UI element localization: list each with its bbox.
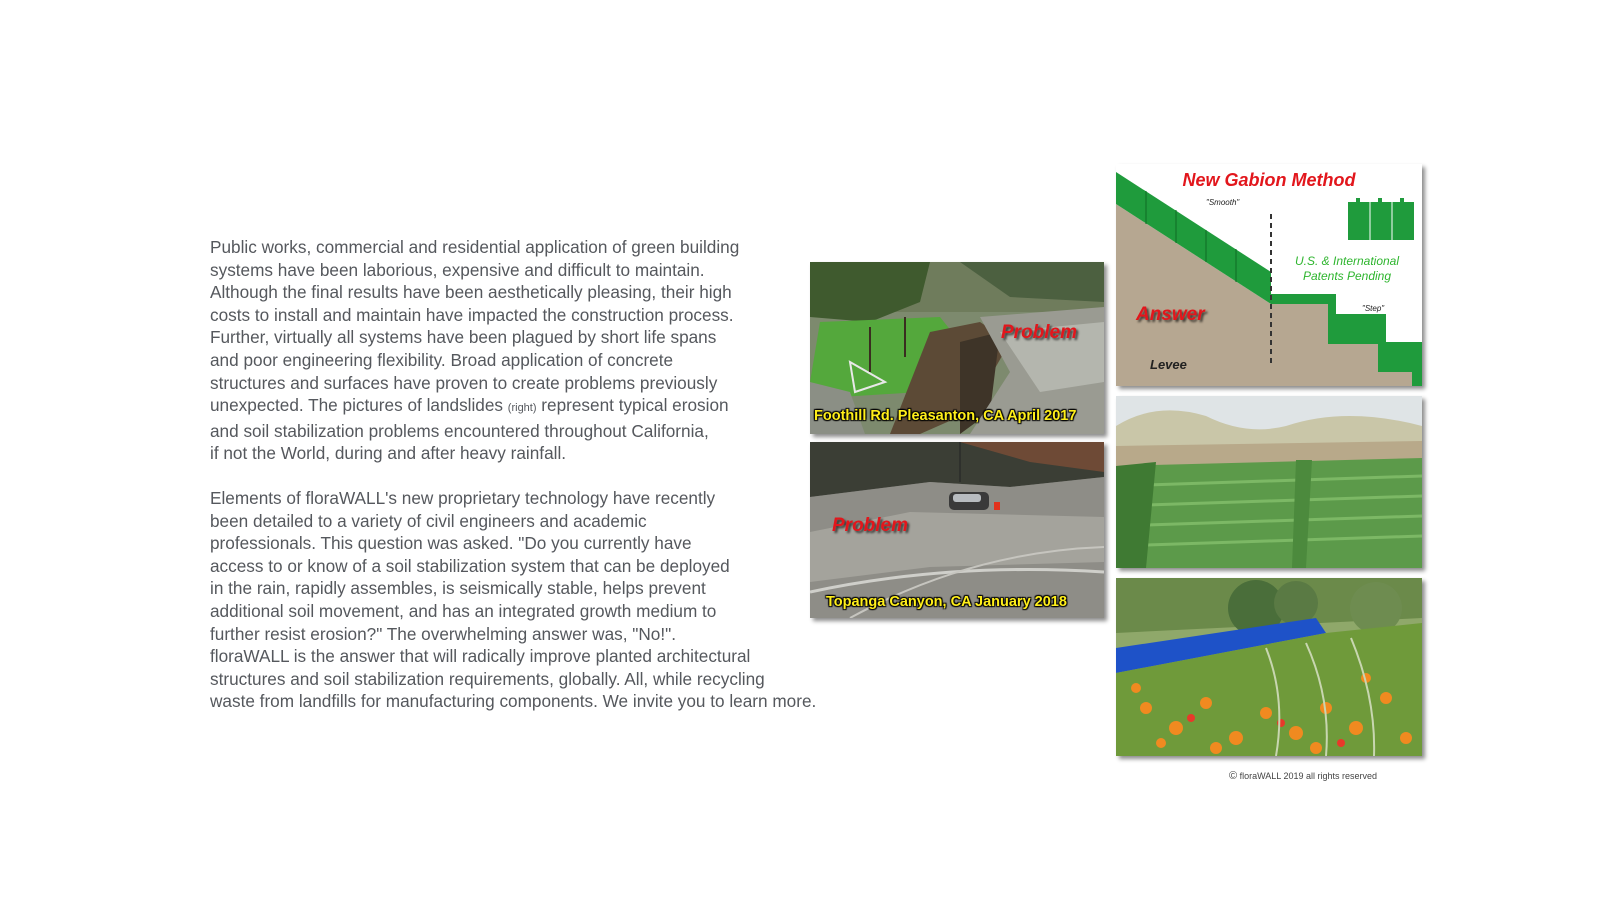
text-line: costs to install and maintain have impacted the construction process. [210, 304, 734, 325]
text-line: if not the World, during and after heavy rainfall. [210, 443, 567, 464]
text-line: Public works, commercial and residential application of green building [210, 237, 740, 257]
text-line: waste from landfills for manufacturing components. We invite you to learn more. [210, 691, 817, 712]
text-line: Although the final results have been aesthetically pleasing, their high [210, 282, 732, 303]
wildflower-terrace-photo [1116, 578, 1422, 756]
text-line: Elements of floraWALL's new proprietary technology have recently [210, 487, 716, 508]
levee-label: Levee [1150, 357, 1187, 372]
text-line: professionals. This question was asked. "Do you currently have [210, 533, 692, 554]
text-line: further resist erosion?" The overwhelming answer was, "No!". [210, 623, 677, 644]
body-copy [210, 236, 890, 713]
text-line: structures and soil stabilization requirements, globally. All, while recycling [210, 668, 765, 689]
text-fragment: represent typical erosion [536, 395, 729, 416]
text-line: floraWALL is the answer that will radically improve planted architectural [210, 646, 751, 667]
text-line: additional soil movement, and has an integrated growth medium to [210, 600, 717, 621]
landslide-photo-topanga [810, 442, 1104, 618]
text-line: Further, virtually all systems have been plagued by short life spans [210, 327, 717, 348]
problem-label: Problem [1001, 322, 1078, 343]
text-line: access to or know of a soil stabilization system that can be deployed [210, 555, 730, 576]
text-line: structures and surfaces have proven to create problems previously [210, 372, 718, 393]
patent-line: U.S. & International [1294, 254, 1400, 268]
text-line: and soil stabilization problems encountered throughout California, [210, 420, 709, 441]
answer-label: Answer [1136, 304, 1205, 325]
right-note: (right) [507, 402, 537, 415]
paragraph-1 [210, 236, 890, 465]
patent-notice [1282, 254, 1412, 284]
paragraph-gap [210, 465, 890, 487]
copyright-symbol: © [1229, 770, 1238, 782]
step-label: "Step" [1362, 304, 1385, 313]
diagram-title: New Gabion Method [1182, 170, 1356, 190]
copyright-notice [1229, 770, 1377, 782]
terrace-photo-illustration [1116, 396, 1422, 568]
copyright-text: floraWALL 2019 all rights reserved [1237, 771, 1378, 781]
gabion-method-diagram [1116, 164, 1422, 386]
text-line: in the rain, rapidly assembles, is seismically stable, helps prevent [210, 578, 706, 599]
text-line: and poor engineering flexibility. Broad application of concrete [210, 349, 674, 370]
paragraph-2 [210, 487, 890, 713]
smooth-label: "Smooth" [1206, 198, 1240, 207]
landslide-photo-pleasanton [810, 262, 1104, 434]
text-line: been detailed to a variety of civil engineers and academic [210, 510, 647, 531]
problem-label: Problem [832, 515, 909, 536]
photo-caption: Foothill Rd. Pleasanton, CA April 2017 [814, 408, 1077, 424]
text-line: systems have been laborious, expensive and difficult to maintain. [210, 259, 705, 280]
wildflower-photo-illustration [1116, 578, 1422, 756]
text-line [210, 394, 890, 420]
patent-line: Patents Pending [1302, 269, 1392, 283]
text-fragment: unexpected. The pictures of landslides [210, 395, 508, 416]
photo-caption: Topanga Canyon, CA January 2018 [826, 594, 1067, 610]
green-terrace-photo [1116, 396, 1422, 568]
